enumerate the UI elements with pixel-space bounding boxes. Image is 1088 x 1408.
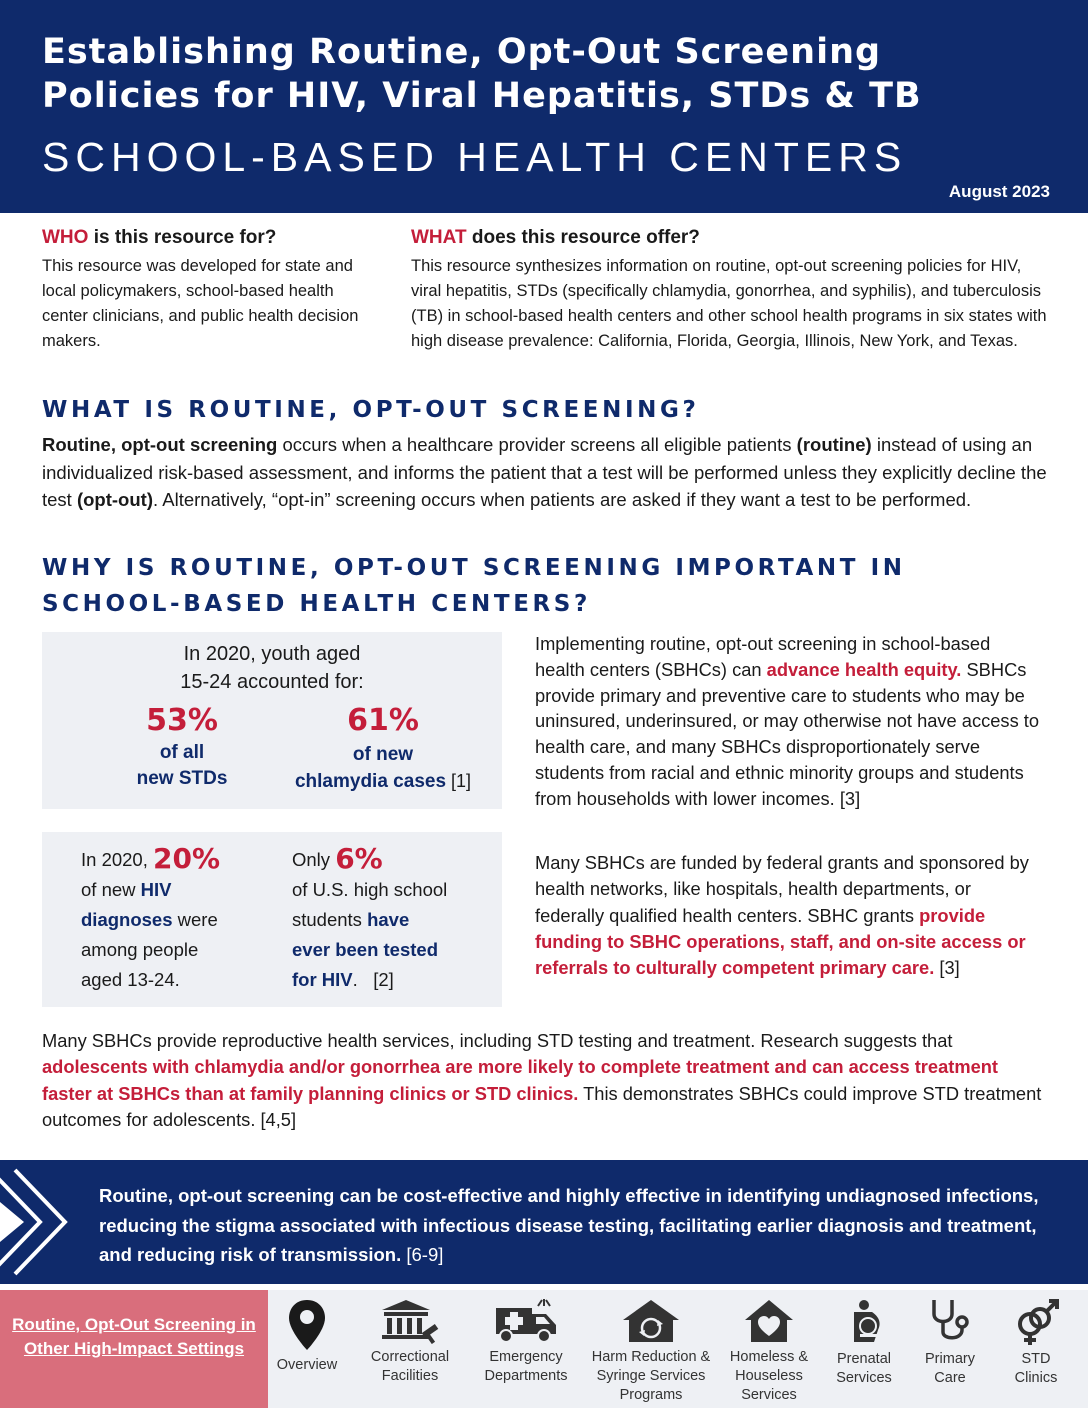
footer-item-label: Emergency Departments — [484, 1349, 568, 1384]
stat-label: of new chlamydia cases [1] — [294, 744, 472, 792]
stethoscope-icon — [928, 1298, 972, 1346]
footer-item-emergency-departments[interactable] — [476, 1298, 576, 1386]
footer-item-label: Homeless & Houseless Services — [729, 1349, 809, 1403]
location-pin-icon — [287, 1298, 327, 1352]
footer-item-label: Prenatal Services — [836, 1351, 892, 1386]
other-settings-panel — [0, 1290, 268, 1408]
health-equity-paragraph: Implementing routine, opt-out screening in school-based health centers (SBHCs) can advance health equity. SBHCs provide primary and preventive care to students who may be uninsured, underinsured, or may otherwise not have access to health care, and many SBHCs disproportionately serve students from racial and ethnic minority groups and students from households with lower incomes. [3] — [535, 633, 1040, 809]
other-settings-link[interactable]: Routine, Opt-Out Screening in Other High-Impact Settings — [12, 1315, 256, 1358]
stat-std-share — [92, 703, 272, 792]
footer-nav — [0, 1290, 1088, 1408]
footer-item-correctional-facilities[interactable] — [360, 1298, 460, 1386]
footer-item-homeless-services[interactable] — [723, 1298, 815, 1405]
footer-item-label: STD Clinics — [1014, 1351, 1058, 1386]
ambulance-icon — [492, 1298, 560, 1344]
what-body: This resource synthesizes information on routine, opt-out screening policies for HIV, viral hepatitis, STDs (specifically chlamydia, gonorrhea, and syphilis), and tuberculosis (TB) in school-based health centers and other school health programs in six states with high disease prevalence: California, Florida, Georgia, Illinois, New York, and Texas. — [411, 257, 1047, 350]
footer-item-label: Harm Reduction & Syringe Services Programs — [591, 1349, 711, 1403]
stat-hiv-diagnoses: In 2020, 20% of new HIV diagnoses were among people aged 13-24. — [81, 842, 221, 990]
courthouse-gavel-icon — [378, 1298, 442, 1344]
stat-value: 61% — [347, 703, 419, 738]
stat-value: 53% — [146, 703, 218, 738]
who-body: This resource was developed for state and local policymakers, school-based health center clinicians, and public health decision makers. — [42, 257, 359, 350]
section-heading-what-is: WHAT IS ROUTINE, OPT-OUT SCREENING? — [42, 397, 700, 423]
gender-symbols-icon — [1010, 1298, 1062, 1346]
section-heading-why-important: WHY IS ROUTINE, OPT-OUT SCREENING IMPORTANT IN SCHOOL-BASED HEALTH CENTERS? — [42, 555, 906, 617]
stat-hiv-testing: Only 6% of U.S. high school students have ever been tested for HIV. [2] — [292, 842, 448, 990]
who-section — [42, 225, 372, 354]
chevron-arrows-icon — [0, 1160, 90, 1284]
key-message-banner — [0, 1160, 1088, 1284]
reproductive-health-paragraph: Many SBHCs provide reproductive health services, including STD testing and treatment. Research suggests that adolescents with chlamydia and/or gonorrhea are more likely to complete treatment and can access treatment faster at SBHCs than at family planning clinics or STD clinics. This demonstrates SBHCs could improve STD treatment outcomes for adolescents. [4,5] — [42, 1030, 1042, 1130]
house-heart-icon — [743, 1298, 795, 1344]
footer-item-label: Correctional Facilities — [370, 1349, 450, 1384]
header-banner — [0, 0, 1088, 213]
what-heading: WHAT does this resource offer? — [411, 227, 700, 248]
footer-item-std-clinics[interactable] — [1000, 1298, 1072, 1388]
pregnant-person-icon — [840, 1298, 888, 1346]
who-heading: WHO is this resource for? — [42, 227, 277, 248]
definition-paragraph: Routine, opt-out screening occurs when a healthcare provider screens all eligible patients (routine) instead of using an individualized risk-based assessment, and informs the patient that a test will be performed unless they explicitly decline the test (opt-out). Alternatively, “opt-in” screening occurs when patients are asked if they want a test to be performed. — [42, 434, 1047, 510]
youth-stats-intro: In 2020, youth aged 15-24 accounted for: — [180, 643, 364, 693]
footer-item-label: Primary Care — [925, 1351, 975, 1386]
key-message-text: Routine, opt-out screening can be cost-effective and highly effective in identifying undiagnosed infections, reducing the stigma associated with infectious disease testing, facilitating earlier diagnosis and treatment, and reducing risk of transmission. [6-9] — [99, 1185, 1039, 1265]
funding-paragraph: Many SBHCs are funded by federal grants and sponsored by health networks, like hospitals, health departments, or federally qualified health centers. SBHC grants provide funding to SBHC operations, staff, and on-site access or referrals to culturally competent primary care. [3] — [535, 852, 1029, 979]
stat-label: of all new STDs — [136, 742, 228, 789]
footer-item-overview[interactable] — [270, 1298, 344, 1375]
publication-date: August 2023 — [948, 182, 1050, 201]
footer-item-harm-reduction[interactable] — [585, 1298, 717, 1405]
footer-item-primary-care[interactable] — [913, 1298, 987, 1388]
what-section — [411, 225, 1051, 354]
house-cycle-icon — [619, 1298, 683, 1344]
stat-value: 6% — [335, 842, 383, 875]
page-title: Establishing Routine, Opt-Out Screening Policies for HIV, Viral Hepatitis, STDs & TB — [42, 32, 922, 116]
page-subtitle: SCHOOL-BASED HEALTH CENTERS — [42, 134, 908, 180]
footer-item-prenatal-services[interactable] — [826, 1298, 902, 1388]
footer-item-label: Overview — [276, 1357, 338, 1373]
stat-chlamydia-share — [278, 703, 488, 795]
stat-value: 20% — [153, 842, 221, 875]
